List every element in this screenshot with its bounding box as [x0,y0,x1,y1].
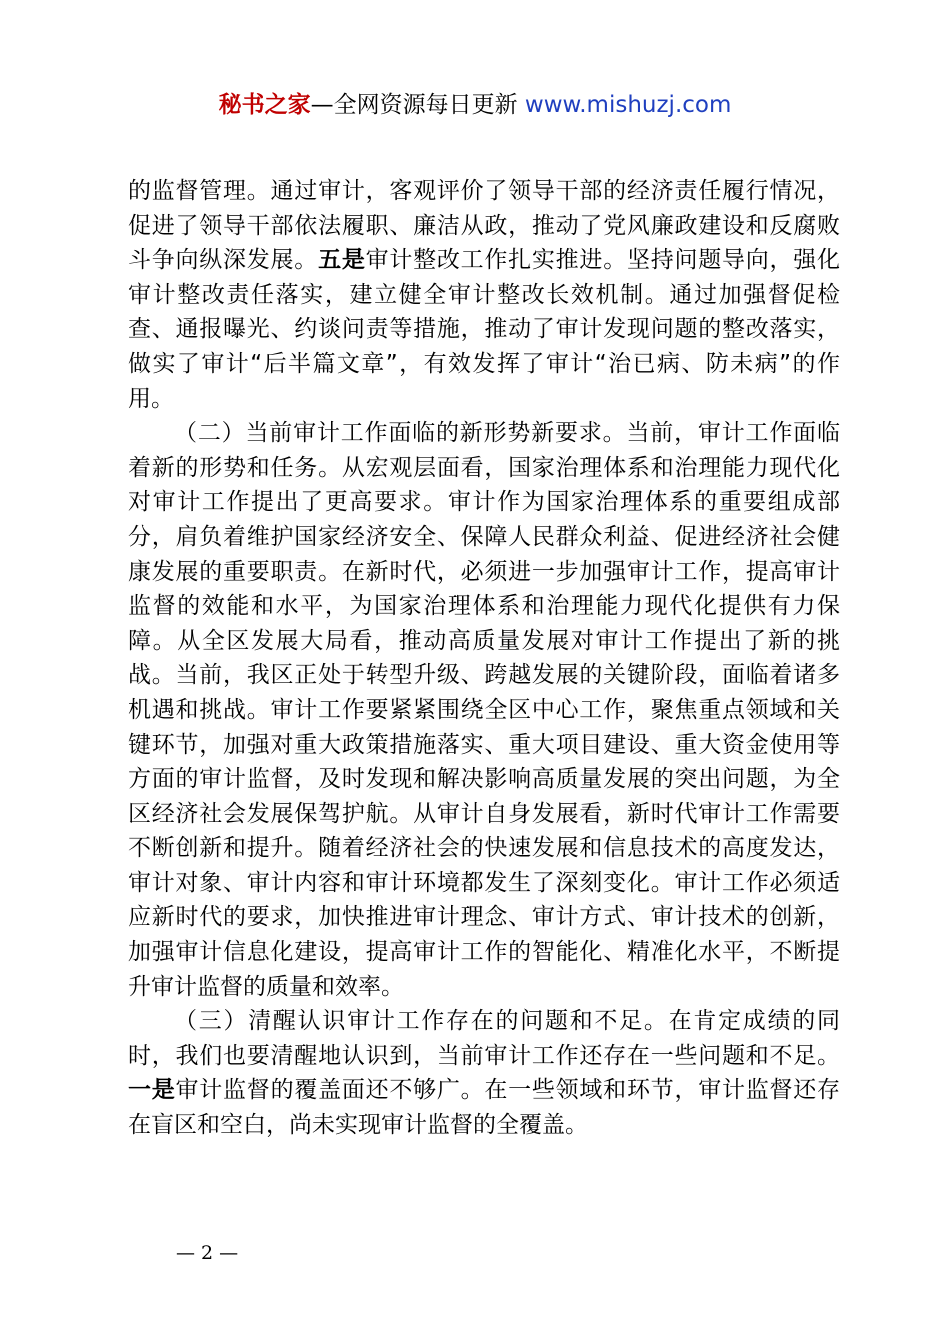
website-url[interactable]: www.mishuzj.com [524,92,732,118]
page-header [0,88,950,122]
paragraph-text: （三）清醒认识审计工作存在的问题和不足。在肯定成绩的同时，我们也要清醒地认识到，当前审计工作还存在一些问题和不足。 [128,1008,840,1069]
paragraph-text: 的监督管理。通过审计，客观评价了领导干部的经济责任履行情况，促进了领导干部依法履职、廉洁从政，推动了党风廉政建设和反腐败斗争向纵深发展。 [128,178,840,274]
header-tagline: —全网资源每日更新 [310,92,525,118]
bold-marker-five: 五是 [318,247,366,274]
bold-marker-one: 一是 [128,1077,176,1104]
paragraph-continuation [128,174,840,416]
paragraph-section-two: （二）当前审计工作面临的新形势新要求。当前，审计工作面临着新的形势和任务。从宏观层面看，国家治理体系和治理能力现代化对审计工作提出了更高要求。审计作为国家治理体系的重要组成部分，肩负着维护国家经济安全、保障人民群众利益、促进经济社会健康发展的重要职责。在新时代，必须进一步加强审计工作，提高审计监督的效能和水平，为国家治理体系和治理能力现代化提供有力保障。从全区发展大局看，推动高质量发展对审计工作提出了新的挑战。当前，我区正处于转型升级、跨越发展的关键阶段，面临着诸多机遇和挑战。审计工作要紧紧围绕全区中心工作，聚焦重点领域和关键环节，加强对重大政策措施落实、重大项目建设、重大资金使用等方面的审计监督，及时发现和解决影响高质量发展的突出问题，为全区经济社会发展保驾护航。从审计自身发展看，新时代审计工作需要不断创新和提升。随着经济社会的快速发展和信息技术的高度发达，审计对象、审计内容和审计环境都发生了深刻变化。审计工作必须适应新时代的要求，加快推进审计理念、审计方式、审计技术的创新，加强审计信息化建设，提高审计工作的智能化、精准化水平，不断提升审计监督的质量和效率。 [128,420,840,1000]
brand-name: 秘书之家 [218,92,311,118]
paragraph-text: 审计监督的覆盖面还不够广。在一些领域和环节，审计监督还存在盲区和空白，尚未实现审计监督的全覆盖。 [128,1077,841,1139]
paragraph-text: 审计整改工作扎实推进。坚持问题导向，强化审计整改责任落实，建立健全审计整改长效机制。通过加强督促检查、通报曝光、约谈问责等措施，推动了审计发现问题的整改落实，做实了审计“后半篇文章”，有效发挥了审计“治已病、防未病”的作用。 [128,247,841,412]
paragraph-section-three [128,1004,840,1142]
page-number: — 2 — [176,1242,239,1264]
document-body [128,174,840,1143]
